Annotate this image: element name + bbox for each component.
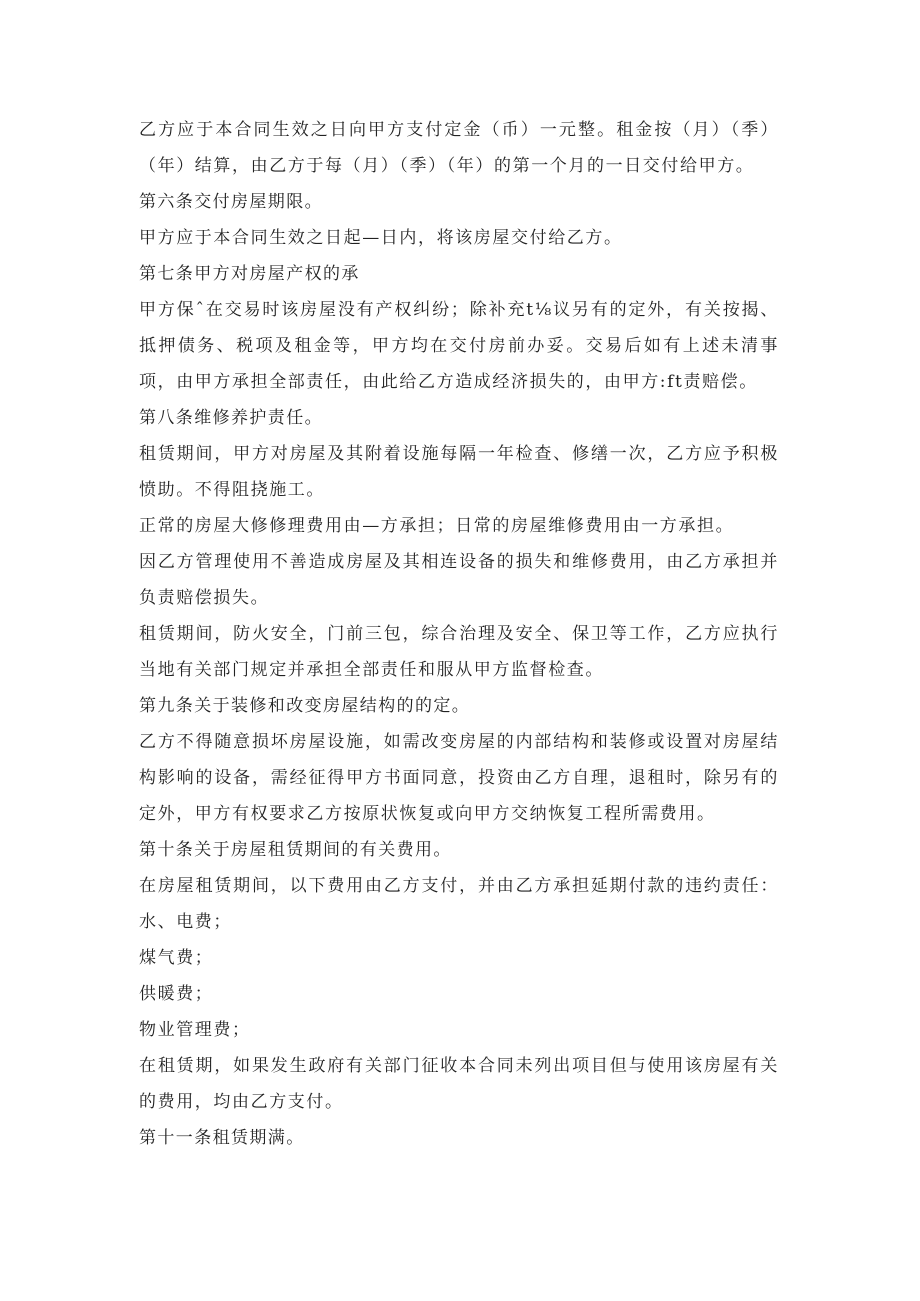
paragraph-safety: 租赁期间，防火安全，门前三包，综合治理及安全、保卫等工作，乙方应执行当地有关部门规定并承担全部责任和服从甲方监督检查。 (139, 624, 779, 680)
paragraph-delivery-term: 甲方应于本合同生效之日起—日内，将该房屋交付给乙方。 (139, 228, 623, 248)
list-item-property-fee: 物业管理费； (139, 1020, 251, 1040)
article-6-heading: 第六条交付房屋期限。 (139, 192, 323, 212)
paragraph-deposit-rent: 乙方应于本合同生效之日向甲方支付定金（币）一元整。租金按（月）（季）（年）结算，由乙方于每（月）（季）（年）的第一个月的一日交付给甲方。 (139, 120, 779, 176)
paragraph-renovation: 乙方不得随意损坏房屋设施，如需改变房屋的内部结构和装修或设置对房屋结构影响的设备，需经征得甲方书面同意，投资由乙方自理，退租时，除另有的定外，甲方有权要求乙方按原状恢复或向甲方交纳恢复工程所需费用。 (139, 732, 779, 824)
list-item-gas-fee: 煤气费； (139, 948, 214, 968)
paragraph-damage-liability: 因乙方管理使用不善造成房屋及其相连设备的损失和维修费用，由乙方承担并负责赔偿损失。 (139, 552, 779, 608)
paragraph-government-fees: 在租赁期，如果发生政府有关部门征收本合同未列出项目但与使用该房屋有关的费用，均由乙方支付。 (139, 1056, 779, 1112)
article-9-heading: 第九条关于装修和改变房屋结构的的定。 (139, 696, 471, 716)
article-7-heading: 第七条甲方对房屋产权的承 (139, 264, 360, 284)
paragraph-inspection: 租赁期间，甲方对房屋及其附着设施每隔一年检查、修缮一次，乙方应予积极愤助。不得阻挠施工。 (139, 444, 779, 500)
paragraph-fees-intro: 在房屋租赁期间，以下费用由乙方支付，并由乙方承担延期付款的违约责任：水、电费； (139, 876, 779, 932)
contract-body (139, 112, 779, 1156)
article-11-heading: 第十一条租赁期满。 (139, 1128, 305, 1148)
paragraph-repair-costs: 正常的房屋大修修理费用由—方承担；日常的房屋维修费用由一方承担。 (139, 516, 735, 536)
article-10-heading: 第十条关于房屋租赁期间的有关费用。 (139, 840, 452, 860)
article-8-heading: 第八条维修养护责任。 (139, 408, 323, 428)
list-item-heating-fee: 供暖费； (139, 984, 214, 1004)
paragraph-property-rights: 甲方保ˆ在交易时该房屋没有产权纠纷；除补充t⅛议另有的定外，有关按揭、抵押债务、税项及租金等，甲方均在交付房前办妥。交易后如有上述未清事项，由甲方承担全部责任，由此给乙方造成经济损失的，由甲方:ft责赔偿。 (139, 300, 779, 392)
